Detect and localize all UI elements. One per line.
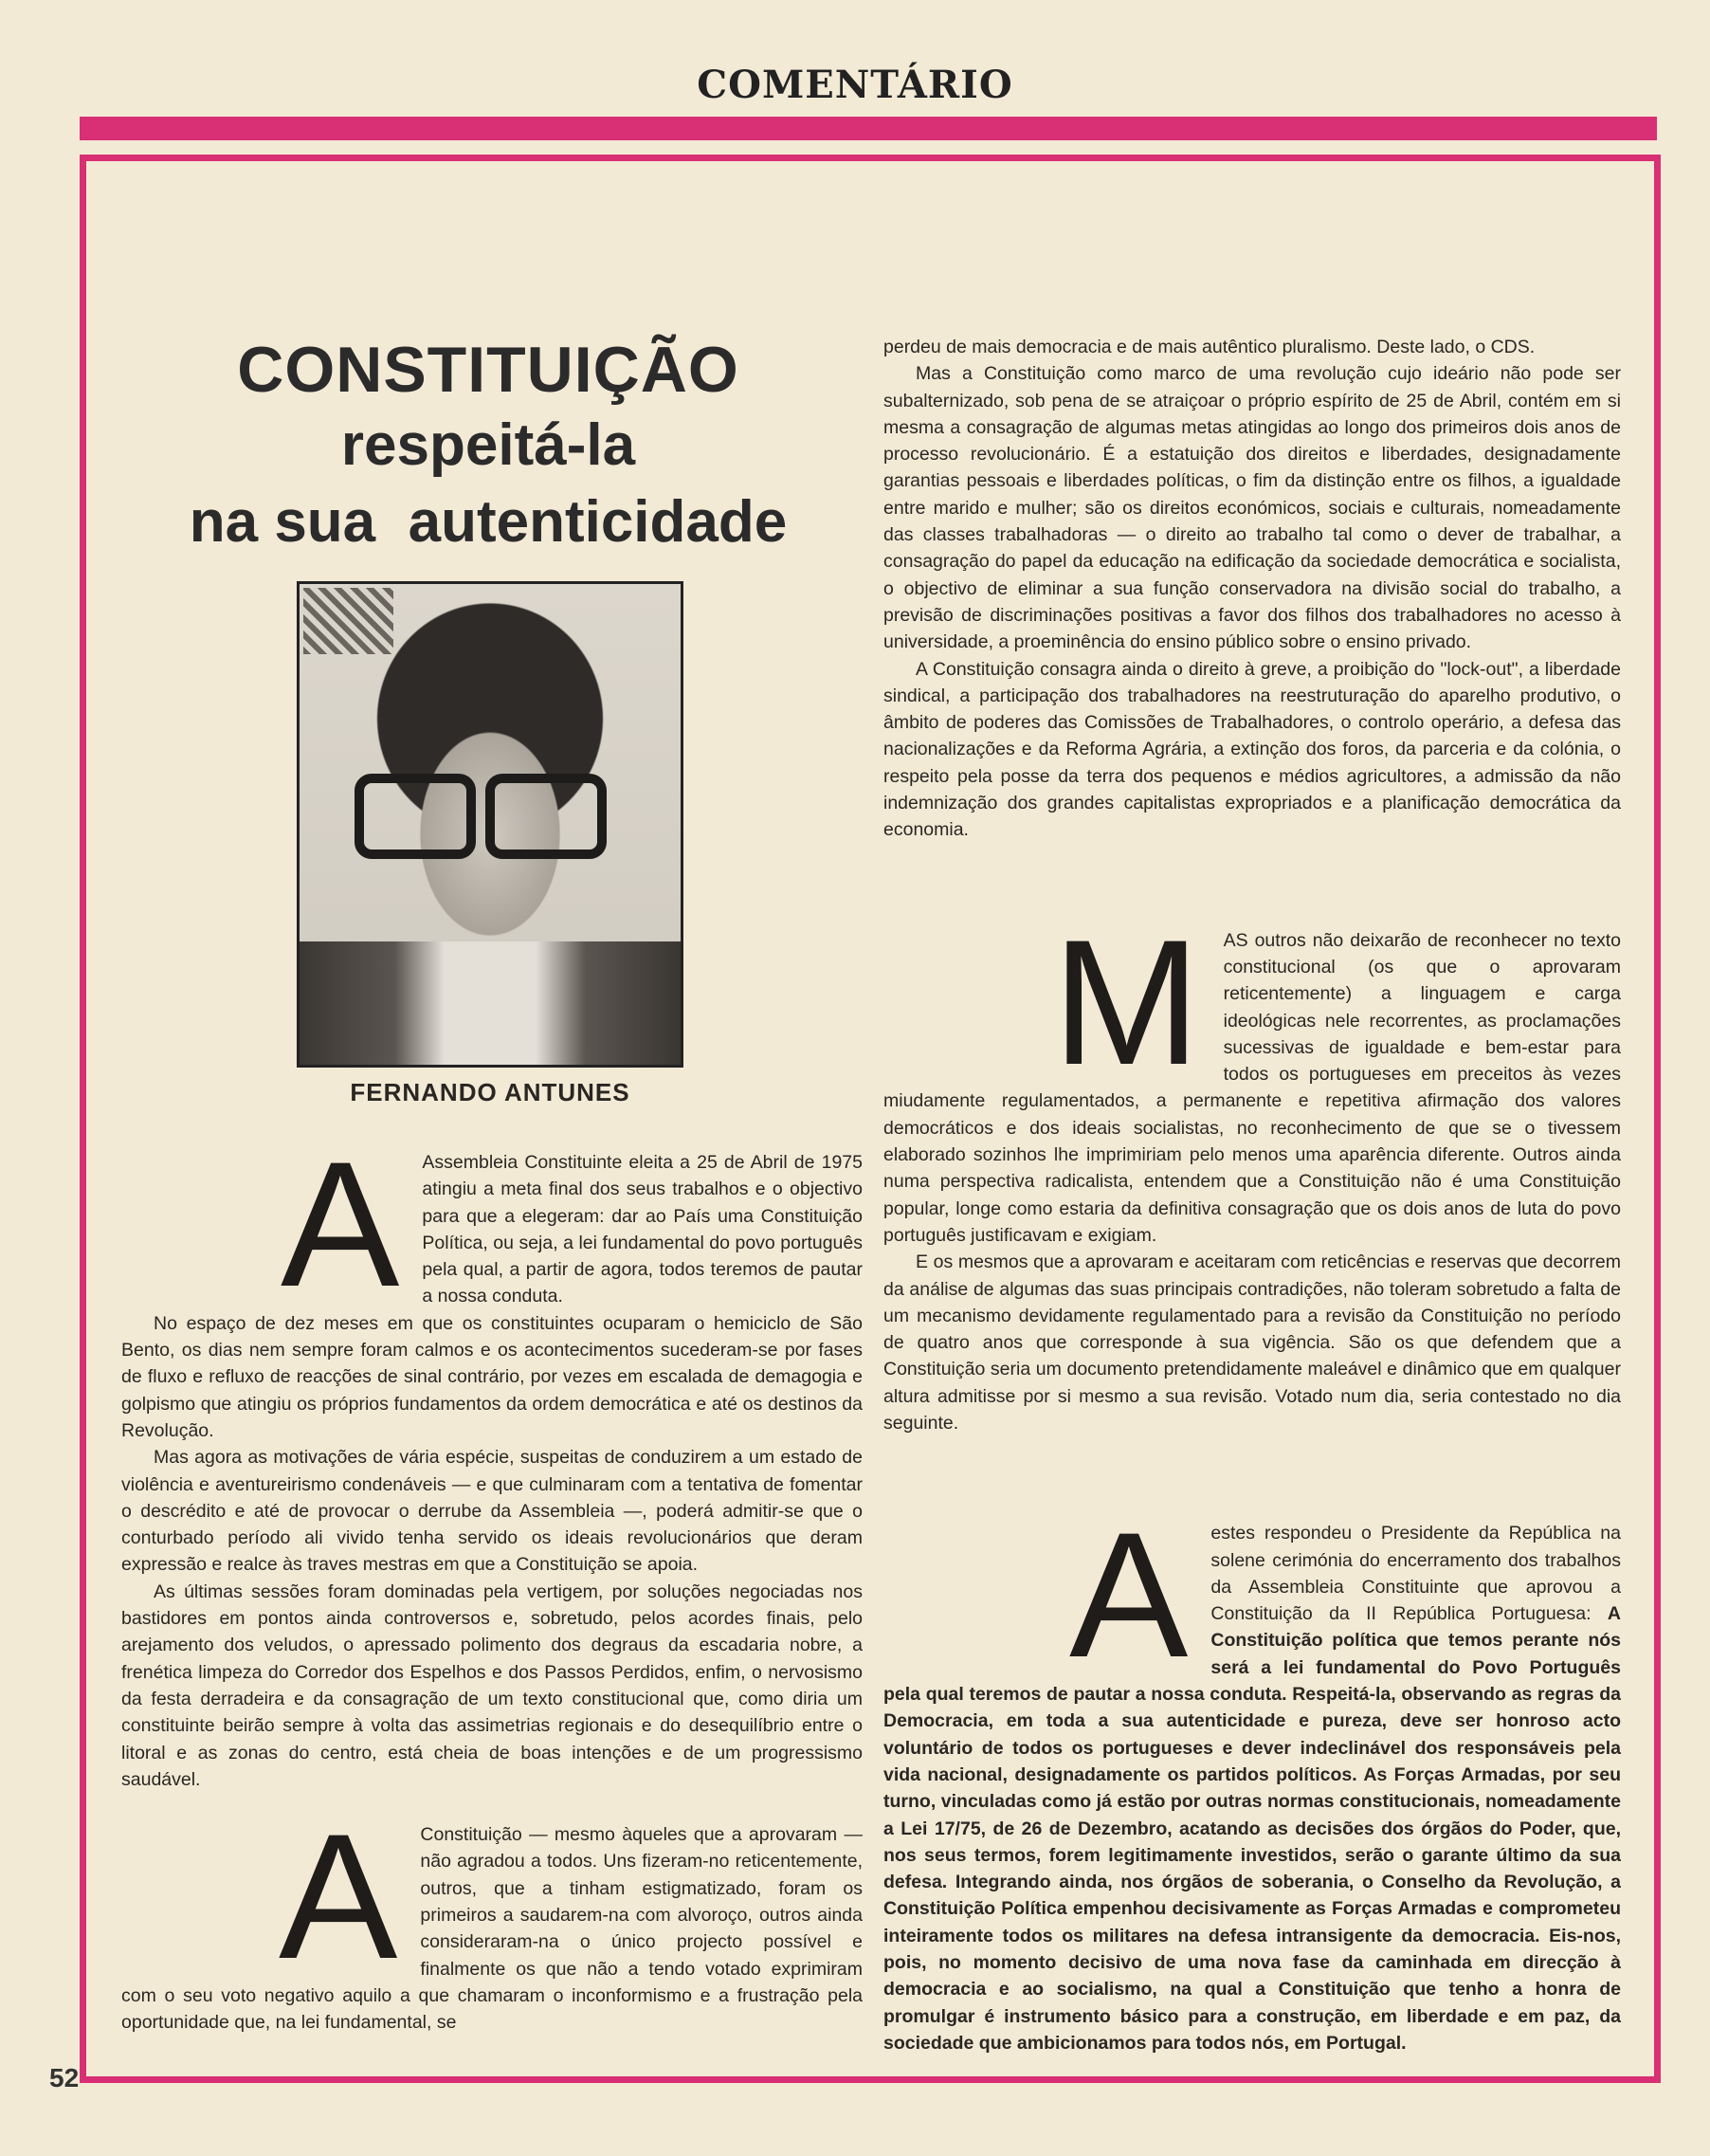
dropcap-letter: M [1052,902,1201,1102]
background-artwork [303,588,393,654]
paragraph: Assembleia Constituinte eleita a 25 de Abril de 1975 atingiu a meta final dos seus trabalhos e o objectivo para que a elegeram: dar ao País uma Constituição Política, ou seja, a lei fundamental do povo português pela qual, a partir de agora, todos teremos de pautar a nossa conduta. [422,1152,863,1307]
paragraph [883,1495,1621,2056]
article-title [123,332,853,561]
section-header: COMENTÁRIO [697,63,1013,107]
title-line-1: CONSTITUIÇÃO [237,334,739,406]
dropcap-paragraph-4 [883,1495,1621,2056]
dropcap-paragraph-1 [121,1124,863,1324]
dropcap-paragraph-3 [883,902,1621,1250]
paragraph: E os mesmos que a aprovaram e aceitaram com reticências e reservas que decorrem da análise de algumas das suas principais contradições, não toleram sobretudo a falta de um mecanismo devidamente regulamentado para a revisão da Constituição no período de quatro anos que corresponde à sua vigência. São os que defendem que a Constituição seria um documento pretendidamente maleável e dinâmico que em qualquer altura admitisse por si mesmo a sua revisão. Votado num dia, seria contestado no dia seguinte. [883,1252,1621,1434]
title-line-2: respeitá-la [340,412,636,478]
jacket [300,941,681,1065]
paragraph: Mas agora as motivações de vária espécie, suspeitas de conduzirem a um estado de violência e aventureirismo condenáveis — e que culminaram com a tentativa de fomentar o descrédito e até de provocar o derrube da Assembleia —, poderá admitir-se que o conturbado período ali vivido tenha servido os ideais revolucionários que deram expressão e realce às traves mestras em que a Constituição se apoia. [121,1447,863,1576]
page-number: 52 [49,2063,80,2092]
dropcap-paragraph-2 [121,1797,863,2036]
glasses-left-lens [355,774,476,859]
paragraph: perdeu de mais democracia e de mais autêntico pluralismo. Deste lado, o CDS. [883,337,1536,357]
paragraph: A Constituição consagra ainda o direito à greve, a proibição do "lock-out", a liberdade sindical, a participação dos trabalhadores na reestruturação do aparelho produtivo, o âmbito de poderes das Comissões de Trabalhadores, o controlo operário, a defesa das nacionalizações e da Reforma Agrária, a extinção dos foros, da parceria e da colónia, o respeito pela posse da terra dos pequenos e médios agricultores, a admissão da não indemnização dos grandes capitalistas expropriados e a planificação democrática da economia. [883,658,1621,841]
author-name: FERNANDO ANTUNES [350,1078,630,1106]
accent-bar [80,117,1657,140]
paragraph: No espaço de dez meses em que os constituintes ocuparam o hemiciclo de São Bento, os dias nem sempre foram calmos e os acontecimentos sucederam-se por fases de fluxo e refluxo de reacções de sinal contrário, por vezes em escalada de demagogia e golpismo que atingiu os próprios fundamentos da ordem democrática e até os destinos da Revolução. [121,1312,863,1441]
paragraph: Mas a Constituição como marco de uma revolução cujo ideário não pode ser subalternizado, sob pena de se atraiçoar o próprio espírito de 25 de Abril, contém em si mesma a consagração de algumas metas atingidas ao longo dos primeiros dois anos de processo revolucionário. É a estatuição dos direitos e liberdades, designadamente garantias pessoais e liberdades políticas, o fim da distinção entre os filhos, a igualdade entre marido e mulher; são os direitos económicos, sociais e culturais, nomeadamente das classes trabalhadoras — o direito ao trabalho tal como o dever de trabalhar, a consagração do papel da educação na edificação da sociedade democrática e socialista, o objectivo de eliminar a sua função conservadora na divisão social do trabalho, a previsão de discriminações positivas a favor dos filhos dos trabalhadores no acesso à universidade, a proeminência do ensino público sobre o ensino privado. [883,363,1621,653]
paragraph: As últimas sessões foram dominadas pela vertigem, por soluções negociadas nos bastidores em pontos ainda controversos e, sobretudo, pelos acordes finais, pelo arejamento dos veludos, o apressado polimento dos degraus da escadaria nobre, a frenética limpeza do Corredor dos Espelhos e dos Passos Perdidos, enfim, o nervosismo da festa derradeira e da consagração de um texto constitucional que, como diria um constituinte beirão sempre à volta das assimetrias regionais e do desequilíbrio entre o litoral e as zonas do centro, está cheia de boas intenções e de um progressismo saudável. [121,1580,863,1790]
title-line-3: na sua autenticidade [189,489,788,555]
dropcap-letter: A [281,1124,400,1324]
paragraph: Constituição — mesmo àqueles que a aprovaram — não agradou a todos. Uns fizeram-no reticentemente, outros, que a tinham estigmatizado, foram os primeiros a saudarem-na com alvoroço, outros ainda consideraram-na o único projecto possível e finalmente os que não a tendo votado exprimiram com o seu voto negativo aquilo a que chamaram o inconformismo e a frustração pela oportunidade que, na lei fundamental, se [121,1824,863,2034]
presidential-quote: A Constituição política que temos perante nós será a lei fundamental do Povo Português pela qual teremos de pautar a nossa conduta. Respeitá-la, observando as regras da Democracia, em toda a sua autenticidade e pureza, deve ser honroso acto voluntário de todos os portugueses e dever indeclinável dos responsáveis pela vida nacional, designadamente os partidos políticos. As Forças Armadas, por seu turno, vinculadas como já estão por outras normas constitucionais, nomeadamente a Lei 17/75, de 26 de Dezembro, acatando as decisões dos órgãos do Poder, que, nos seus termos, forem legitimamente investidos, serão o garante último da sua defesa. Integrando ainda, nos órgãos de soberania, o Conselho da Revolução, a Constituição Política empenhou decisivamente as Forças Armadas e comprometeu inteiramente todos os militares na defesa intransigente da democracia. Eis-nos, pois, no momento decisivo de uma nova fase da caminhada em direcção à democracia e ao socialismo, na qual a Constituição que tenho a honra de promulgar é instrumento básico para a construção, em liberdade e em paz, da sociedade que ambicionamos para todos nós, em Portugal. [883,1603,1621,2054]
right-column [883,334,1621,2056]
paragraph: AS outros não deixarão de reconhecer no texto constitucional (os que o aprovaram reticentemente) a linguagem e carga ideológicas nele recorrentes, as proclamações sucessivas de igualdade e bem-estar para todos os portugueses em preceitos às vezes miudamente regulamentados, a permanente e repetitiva afirmação dos valores democráticos e dos ideais socialistas, no reconhecimento de que se o tivessem elaborado sozinhos lhe imprimiriam pelo menos uma aparência diferente. Outros ainda numa perspectiva radicalista, entendem que a Constituição não é uma Constituição popular, longe como estaria da definitiva consagração que os dois anos de luta do povo português justificavam e exigiam. [883,929,1621,1246]
dropcap-letter: A [279,1797,398,1997]
left-column [121,1124,863,2037]
dropcap-letter: A [1069,1495,1189,1695]
author-photo [297,581,683,1068]
paragraph-regular: estes respondeu o Presidente da República na solene cerimónia do encerramento dos trabalhos da Assembleia Constituinte que aprovou a Constituição da II República Portuguesa: [1210,1523,1621,1625]
glasses-right-lens [485,774,607,859]
